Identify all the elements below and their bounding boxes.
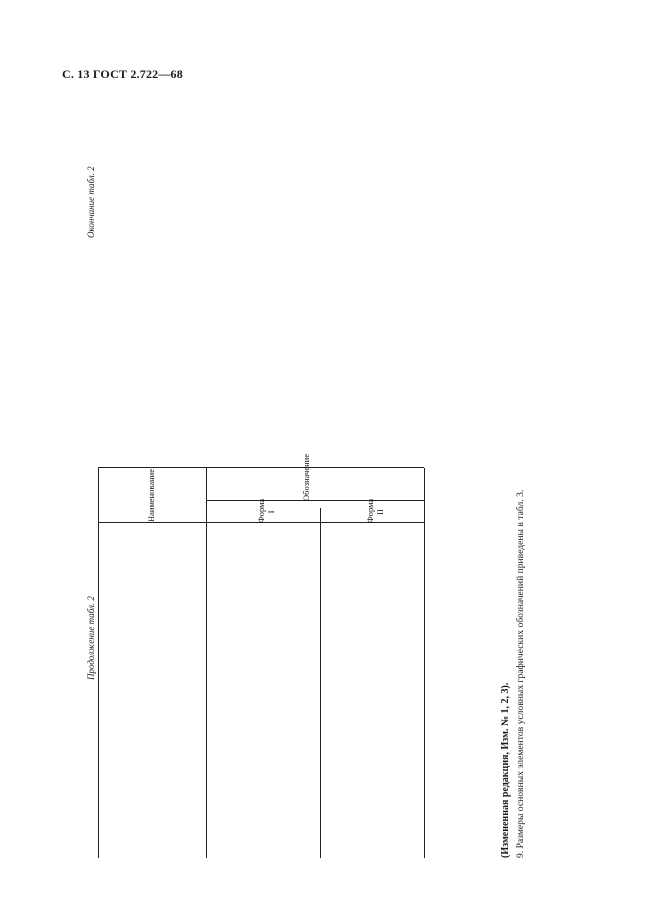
caption-continuation: Продолжение табл. 2 bbox=[86, 596, 96, 680]
header-form1-left: Форма I bbox=[256, 498, 276, 523]
header-designation-left: Обозначение bbox=[301, 454, 311, 501]
footnote-dimensions: 9. Размеры основных элементов условных графических обозначений приведены в табл. 3. bbox=[515, 489, 526, 858]
footnote-amendment: (Измененная редакция, Изм. № 1, 2, 3). bbox=[500, 682, 511, 858]
header-name-left: Наименование bbox=[146, 469, 156, 522]
page-header: С. 13 ГОСТ 2.722—68 bbox=[62, 67, 183, 81]
header-form2-left: Форма II bbox=[365, 498, 385, 523]
caption-end: Окончание табл. 2 bbox=[86, 166, 96, 238]
rotated-content-layer bbox=[84, 94, 536, 858]
